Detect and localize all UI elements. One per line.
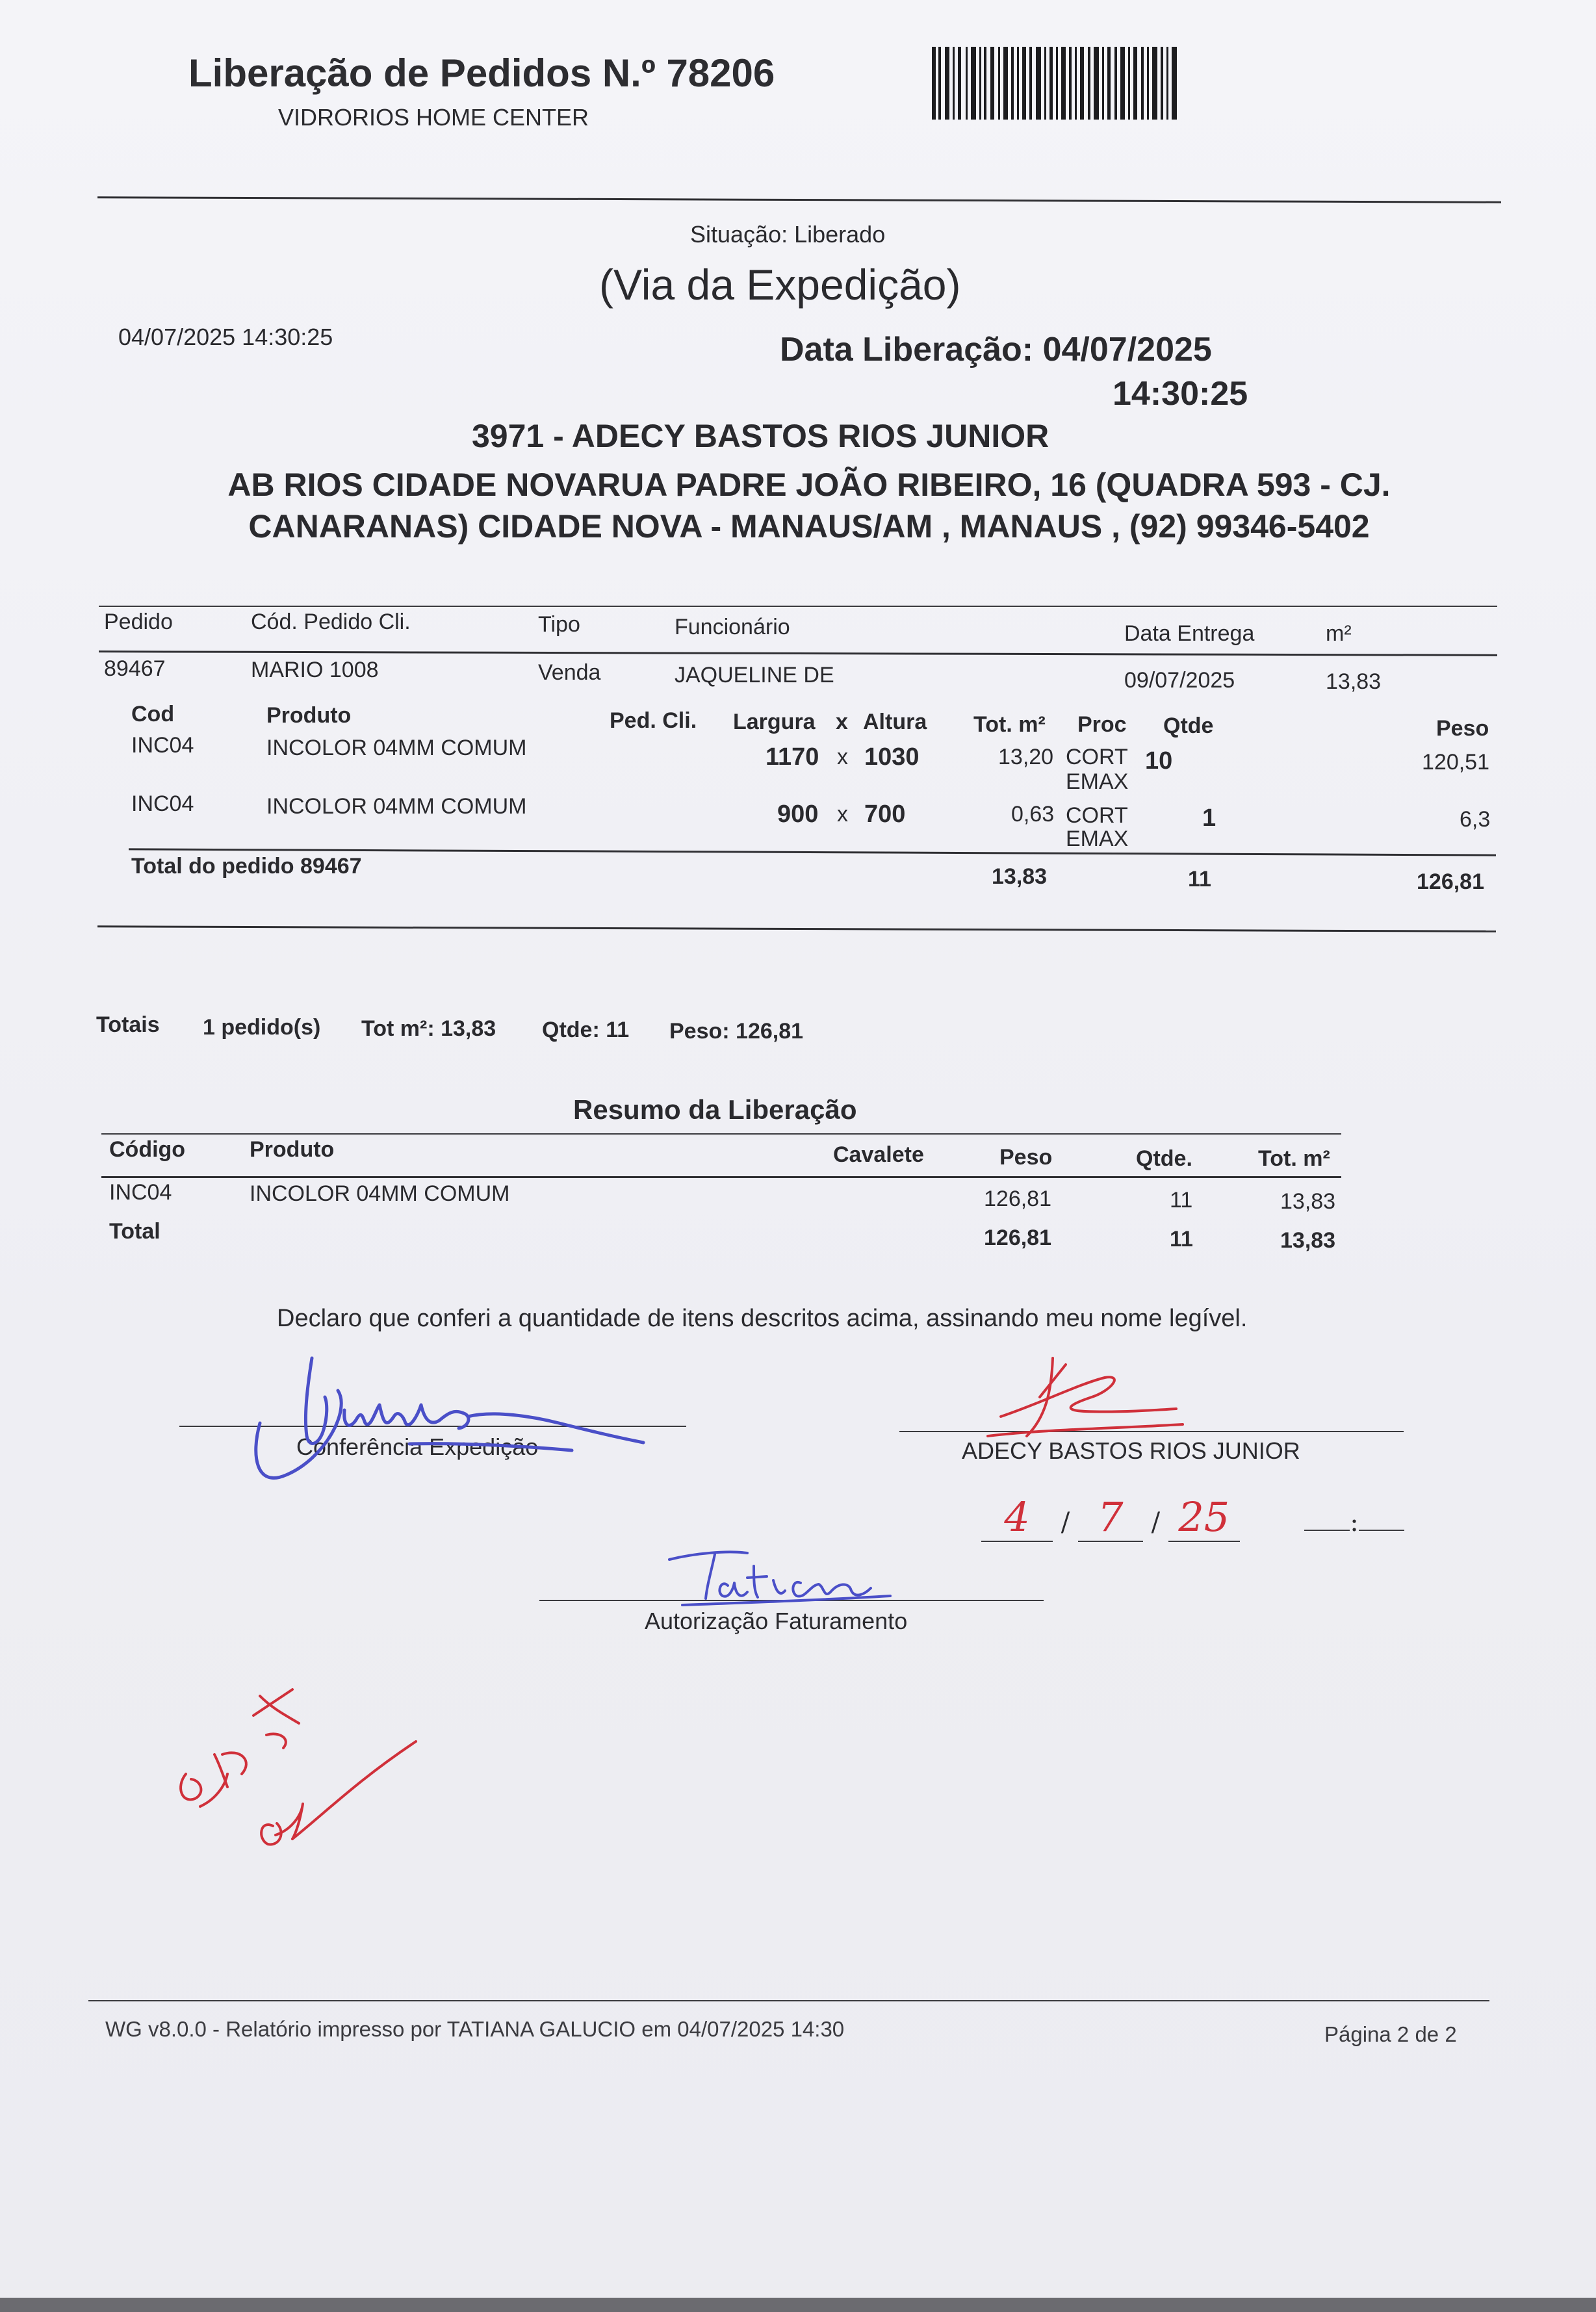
address-line-1: AB RIOS CIDADE NOVARUA PADRE JOÃO RIBEIRO, 16 (QUADRA 593 - CJ. [227,467,1391,503]
handwritten-date-year: 25 [1168,1493,1240,1542]
signature-conferencia [247,1332,728,1501]
order-total-qtde: 11 [1188,867,1211,892]
item-altura: 1030 [864,743,920,771]
tipo-value: Venda [538,660,601,685]
totals-peso: Peso: 126,81 [669,1019,804,1044]
order-table-top-rule [99,606,1497,607]
address-line-2: CANARANAS) CIDADE NOVA - MANAUS/AM , MANAUS , (92) 99346-5402 [248,508,1370,545]
client-signature-name: ADECY BASTOS RIOS JUNIOR [962,1437,1300,1464]
client-name: 3971 - ADECY BASTOS RIOS JUNIOR [472,418,1049,454]
handwritten-date: 4 / 7 / 25 : [981,1493,1404,1542]
summary-qtde: 11 [1170,1188,1193,1213]
m2-value: 13,83 [1326,669,1382,694]
liberation-time: 14:30:25 [1113,375,1248,413]
data-entrega-value: 09/07/2025 [1124,668,1235,693]
totals-label: Totais [96,1012,160,1037]
item-proc-2: EMAX [1066,769,1129,794]
item-x: x [837,745,848,769]
item-proc-2: EMAX [1066,827,1129,851]
col-pedido: Pedido [104,610,173,634]
item-peso: 6,3 [1460,807,1491,832]
item-x: x [837,802,848,827]
summary-peso: 126,81 [984,1187,1051,1211]
col-cod-pedido-cli: Cód. Pedido Cli. [251,610,411,634]
scan-edge [0,2298,1596,2312]
order-total-peso: 126,81 [1417,869,1484,894]
summary-title: Resumo da Liberação [573,1094,857,1125]
item-proc: CORT [1066,803,1128,828]
items-col-cod: Cod [131,702,175,726]
conferencia-label: Conferência Expedição [296,1433,539,1460]
summary-tot-m2: 13,83 [1280,1189,1336,1214]
col-funcionario: Funcionário [675,615,790,639]
items-col-ped-cli: Ped. Cli. [610,708,697,733]
item-produto: INCOLOR 04MM COMUM [266,736,527,760]
company-name: VIDRORIOS HOME CENTER [278,104,589,131]
totals-tot-m2: Tot m²: 13,83 [361,1016,496,1041]
summary-col-cavalete: Cavalete [833,1142,924,1167]
summary-col-qtde: Qtde. [1136,1146,1192,1171]
totals-pedidos: 1 pedido(s) [203,1015,321,1040]
summary-codigo: INC04 [109,1180,172,1205]
handwritten-date-month: 7 [1078,1493,1143,1542]
order-total-label: Total do pedido 89467 [131,854,362,879]
order-total-m2: 13,83 [992,864,1048,889]
col-tipo: Tipo [538,612,580,637]
copy-label: (Via da Expedição) [599,261,961,309]
summary-total-qtde: 11 [1170,1227,1193,1252]
summary-total-peso: 126,81 [984,1226,1051,1250]
autorizacao-label: Autorização Faturamento [645,1608,908,1634]
summary-col-tot-m2: Tot. m² [1258,1146,1330,1171]
item-largura: 1170 [766,743,819,771]
items-col-tot-m2: Tot. m² [973,712,1046,737]
summary-col-codigo: Código [109,1137,186,1162]
summary-total-tot-m2: 13,83 [1280,1228,1336,1253]
pedido-value: 89467 [104,656,166,681]
item-produto: INCOLOR 04MM COMUM [266,794,527,819]
footer-page-number: Página 2 de 2 [1324,2022,1457,2046]
items-col-peso: Peso [1436,716,1489,741]
declaration-text: Declaro que conferi a quantidade de itens descritos acima, assinando meu nome legível. [277,1305,1248,1332]
items-col-x: x [836,710,848,734]
item-proc: CORT [1066,745,1128,769]
handwritten-date-day: 4 [981,1493,1053,1542]
summary-col-peso: Peso [999,1145,1053,1170]
item-tot-m2: 13,20 [998,745,1054,769]
col-data-entrega: Data Entrega [1124,621,1255,646]
summary-total-label: Total [109,1219,161,1244]
item-qtde: 1 [1202,804,1216,832]
liberation-date: Data Liberação: 04/07/2025 [780,331,1212,368]
item-largura: 900 [777,801,819,828]
client-address [130,464,1488,547]
order-block-end-rule [97,925,1496,932]
handwritten-annotation [162,1676,435,1891]
barcode [932,47,1178,120]
footer-printed-by: WG v8.0.0 - Relatório impresso por TATIANA GALUCIO em 04/07/2025 14:30 [105,2017,845,2041]
order-table-header-rule [99,650,1497,656]
items-col-largura: Largura [733,710,816,734]
header-divider [97,196,1501,203]
print-datetime: 04/07/2025 14:30:25 [118,324,333,350]
item-cod: INC04 [131,733,194,758]
summary-header-rule [101,1176,1341,1178]
signature-autorizacao [656,1540,903,1612]
item-altura: 700 [864,801,906,828]
item-cod: INC04 [131,791,194,816]
footer-rule [88,2000,1489,2001]
summary-top-rule [101,1133,1341,1135]
funcionario-value: JAQUELINE DE [675,663,834,687]
items-col-altura: Altura [863,710,927,734]
item-tot-m2: 0,63 [1011,802,1055,827]
cod-pedido-cli-value: MARIO 1008 [251,658,379,682]
status-text: Situação: Liberado [690,221,886,248]
item-qtde: 10 [1145,747,1173,775]
document-title: Liberação de Pedidos N.º 78206 [188,51,775,95]
col-m2: m² [1326,621,1352,646]
totals-qtde: Qtde: 11 [542,1018,630,1042]
signature-client [975,1339,1209,1449]
summary-col-produto: Produto [250,1137,335,1162]
item-peso: 120,51 [1422,750,1489,775]
items-col-produto: Produto [266,703,352,728]
summary-produto: INCOLOR 04MM COMUM [250,1181,510,1206]
items-col-qtde: Qtde [1163,713,1214,738]
items-col-proc: Proc [1077,712,1127,737]
